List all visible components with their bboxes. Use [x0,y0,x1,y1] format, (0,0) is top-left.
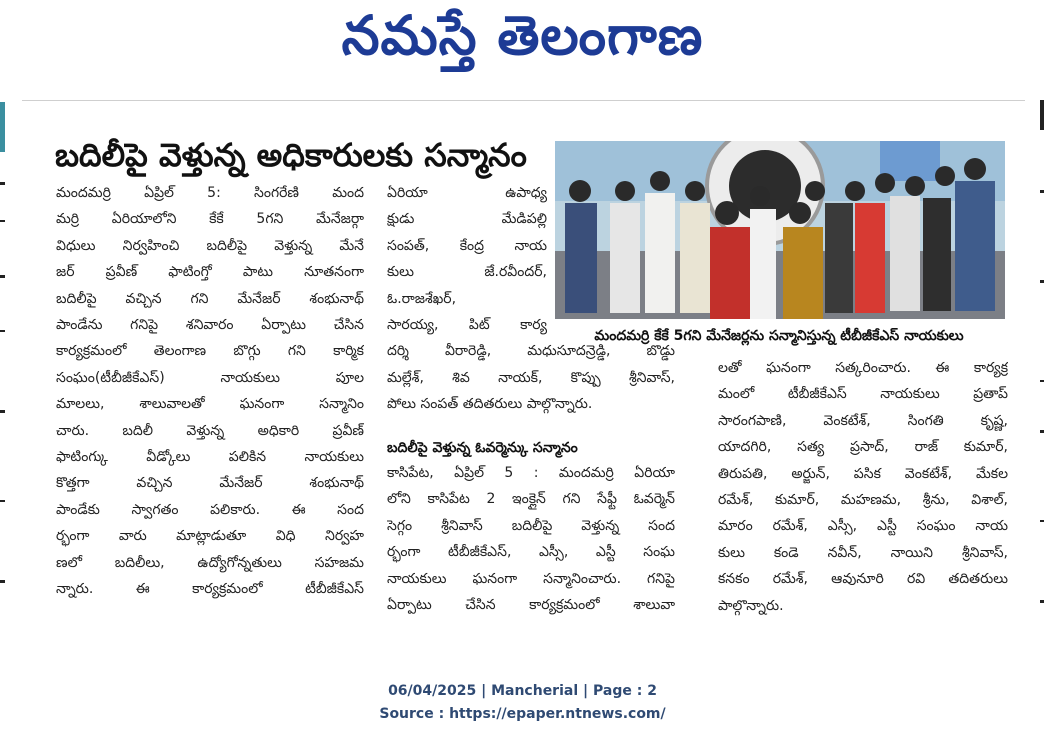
article-line: పాండేకు స్వాగతం పలికారు. ఈ సంద [56,501,364,518]
article-line: ర్భంగా వారు మాట్లాడుతూ విధి నిర్వహ [56,528,364,545]
source-footer [0,680,1045,726]
article1-column-1 [56,180,364,603]
article-line: పాల్గొన్నారు. [718,597,784,614]
article-headline: బదిలీపై వెళ్తున్న అధికారులకు సన్మానం [55,136,527,174]
article-line: ణలో బదిలీలు, ఉద్యోగోన్నతులు సహజమ [56,554,364,571]
article-line: మాలలు, శాలువాలతో ఘనంగా సన్మానిం [56,396,364,413]
article-line: కాసిపేట, ఏప్రిల్ 5 : మందమర్రి ఏరియా [387,465,675,481]
masthead-logo: నమస్తే తెలంగాణ [341,4,704,67]
article-line: న్నారు. ఈ కార్యక్రమంలో టీబీజీకేఎస్ [56,581,364,598]
article-line: పోలు సంపత్ తదితరులు పాల్గొన్నారు. [387,396,593,413]
article-line: సంఘం(టీబీజీకేఎస్) నాయకులు పూల [56,369,364,386]
article-line: రమేశ్, కుమార్, మహణమ, శ్రీను, విశాల్, [718,492,1008,509]
article-line: కులు కండె నవీన్, నాయిని శ్రీనివాస్, [718,544,1008,561]
article-line: మారం రమేశ్, ఎస్సీ, ఎస్టీ సంఘం నాయ [718,518,1008,535]
article-line: తిరుపతి, అర్జున్, పసిక వెంకటేశ్, మేకల [718,465,1008,482]
source-url: Source : https://epaper.ntnews.com/ [379,706,666,722]
article2-column-2 [718,355,1008,619]
article1-column-2 [387,180,675,418]
article-line: కులు జే.రవీందర్, [387,264,547,281]
adjacent-column-edge-right [1039,100,1045,625]
article-line: క్షుడు మేడిపల్లి [387,211,547,228]
article-line: సంపత్, కేంద్ర నాయ [387,237,547,254]
article2-column-1 [387,460,675,618]
article-line: కనకం రమేశ్, ఆవునూరి రవి తదితరులు [718,571,1008,588]
masthead [0,0,1045,78]
article-line: జర్ ప్రవీణ్ ఫాటింగ్తో పాటు నూతనంగా [56,264,364,281]
article-line: ఏరియా ఉపాధ్య [387,185,547,201]
article-line: మల్లేశ్, శివ నాయక్, కొప్పు శ్రీనివాస్, [387,369,675,386]
article-line: ఫాటింగ్కు వీడ్కోలు పలికిన నాయకులు [56,449,364,466]
article-line: నాయకులు ఘనంగా సన్మానించారు. గనిపై [387,570,675,587]
article-line: ఏర్పాటు చేసిన కార్యక్రమంలో శాలువా [387,597,675,614]
article-line: పాండేను గనిపై శనివారం ఏర్పాటు చేసిన [56,317,364,334]
article-line: బదిలీపై వచ్చిన గని మేనేజర్ శంభునాథ్ [56,290,364,307]
article-line: ఓ.రాజశేఖర్, [387,290,457,307]
article-line: సారంగపాణి, వెంకటేశ్, సింగతి కృష్ణ, [718,412,1008,429]
article-line: దర్శి వీరారెడ్డి, మధుసూదన్రెడ్డి, బొడ్డు [387,343,675,360]
article-line: సెగ్గం శ్రీనివాస్ బదిలీపై వెళ్తున్న సంద [387,517,675,534]
article-line: చారు. బదిలీ వెళ్తున్న అధికారి ప్రవీణ్ [56,422,364,439]
article-line: విధులు నిర్వహించి బదిలీపై వెళ్తున్న మేనే [56,237,364,254]
article-line: లోని కాసిపేట 2 ఇంక్లైన్ గని సేఫ్టీ ఓవర్మెన్ [387,491,675,508]
article-line: మర్రి ఏరియాలోని కేకే 5గని మేనేజర్గా [56,211,364,228]
article-line: ర్భంగా టీబీజీకేఎస్, ఎస్సీ, ఎస్టీ సంఘ [387,544,675,561]
adjacent-column-edge-left [0,100,6,625]
edition-info: 06/04/2025 | Mancherial | Page : 2 [388,683,657,699]
photo-caption: మందమర్రి కేకే 5గని మేనేజర్లను సన్మానిస్తున్న టీబీజీకేఎస్ నాయకులు [594,328,964,344]
article-line: సారయ్య, పిట్ కార్య [387,317,547,334]
article-line: మందమర్రి ఏప్రిల్ 5: సింగరేణి మంద [56,185,364,201]
article-line: కార్యక్రమంలో తెలంగాణ బొగ్గు గని కార్మిక [56,343,364,360]
article-line: కొత్తగా వచ్చిన మేనేజర్ శంభునాథ్ [56,475,364,492]
article-line: యాదగిరి, సత్య ప్రసాద్, రాజ్ కుమార్, [718,439,1008,456]
article2-subheadline: బదిలీపై వెళ్తున్న ఓవర్మెన్కు సన్మానం [387,440,578,456]
clipping-top-rule [22,100,1025,101]
article-line: మంలో టీబీజీకేఎస్ నాయకులు ప్రతాప్ [718,386,1008,403]
article-line: లతో ఘనంగా సత్కరించారు. ఈ కార్యక్ర [718,360,1008,376]
